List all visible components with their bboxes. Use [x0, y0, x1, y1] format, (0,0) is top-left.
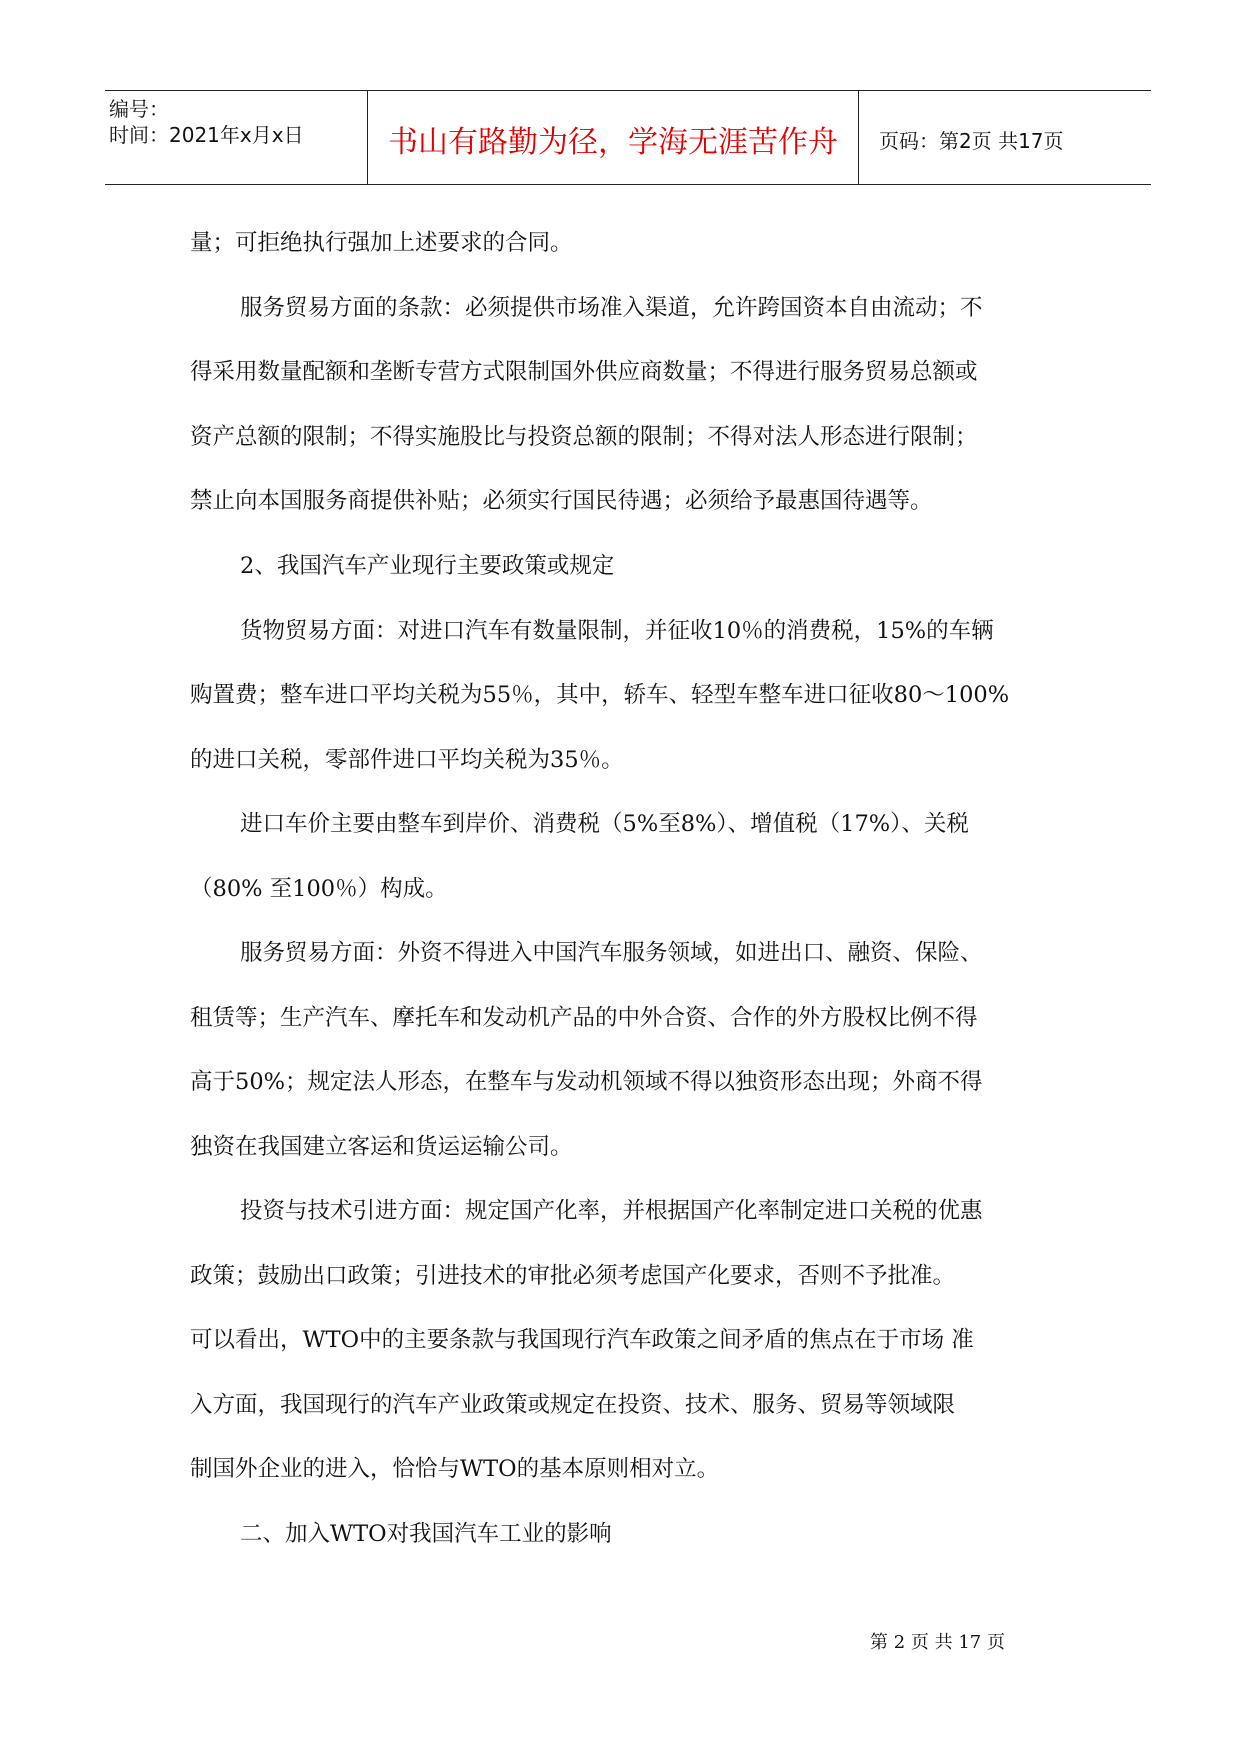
- text-line: 进口车价主要由整车到岸价、消费税（5%至8%）、增值税（17%）、关税: [240, 811, 969, 837]
- time-label: 时间：2021年x月x日: [109, 123, 304, 147]
- text-line: 量；可拒绝执行强加上述要求的合同。: [190, 230, 573, 256]
- text-line: 服务贸易方面的条款：必须提供市场准入渠道，允许跨国资本自由流动；不: [240, 295, 983, 321]
- text-line: （80% 至100％）构成。: [190, 876, 448, 902]
- section-heading: 二、加入WTO对我国汽车工业的影响: [240, 1521, 612, 1547]
- header-motto-cell: [367, 91, 859, 184]
- text-line: 服务贸易方面：外资不得进入中国汽车服务领域，如进出口、融资、保险、: [240, 940, 983, 966]
- text-line: 租赁等；生产汽车、摩托车和发动机产品的中外合资、合作的外方股权比例不得: [190, 1005, 978, 1031]
- header-right-cell: [859, 91, 1151, 184]
- text-line: 政策；鼓励出口政策；引进技术的审批必须考虑国产化要求，否则不予批准。: [190, 1263, 956, 1289]
- text-line: 可以看出，WTO中的主要条款与我国现行汽车政策之间矛盾的焦点在于市场 准: [190, 1327, 974, 1353]
- text-line: 投资与技术引进方面：规定国产化率，并根据国产化率制定进口关税的优惠: [240, 1198, 983, 1224]
- text-line: 制国外企业的进入，恰恰与WTO的基本原则相对立。: [190, 1456, 720, 1482]
- doc-number-label: 编号：: [109, 97, 169, 121]
- text-line: 购置费；整车进口平均关税为55％，其中，轿车、轻型车整车进口征收80～100%: [190, 682, 1010, 708]
- section-heading: 2、我国汽车产业现行主要政策或规定: [240, 553, 615, 579]
- header-left-cell: [105, 91, 367, 184]
- text-line: 得采用数量配额和垄断专营方式限制国外供应商数量；不得进行服务贸易总额或: [190, 359, 978, 385]
- page-header: [105, 90, 1151, 185]
- page-footer: 第 2 页 共 17 页: [870, 1632, 1005, 1653]
- text-line: 的进口关税，零部件进口平均关税为35％。: [190, 747, 624, 773]
- page-info: 页码：第2页 共17页: [879, 129, 1064, 153]
- text-line: 货物贸易方面：对进口汽车有数量限制，并征收10％的消费税，15%的车辆: [240, 618, 994, 644]
- text-line: 资产总额的限制；不得实施股比与投资总额的限制；不得对法人形态进行限制；: [190, 424, 978, 450]
- text-line: 入方面，我国现行的汽车产业政策或规定在投资、技术、服务、贸易等领域限: [190, 1392, 956, 1418]
- motto: 书山有路勤为径，学海无涯苦作舟: [388, 125, 838, 160]
- text-line: 独资在我国建立客运和货运运输公司。: [190, 1134, 573, 1160]
- text-line: 禁止向本国服务商提供补贴；必须实行国民待遇；必须给予最惠国待遇等。: [190, 488, 933, 514]
- text-line: 高于50%；规定法人形态，在整车与发动机领域不得以独资形态出现；外商不得: [190, 1069, 983, 1095]
